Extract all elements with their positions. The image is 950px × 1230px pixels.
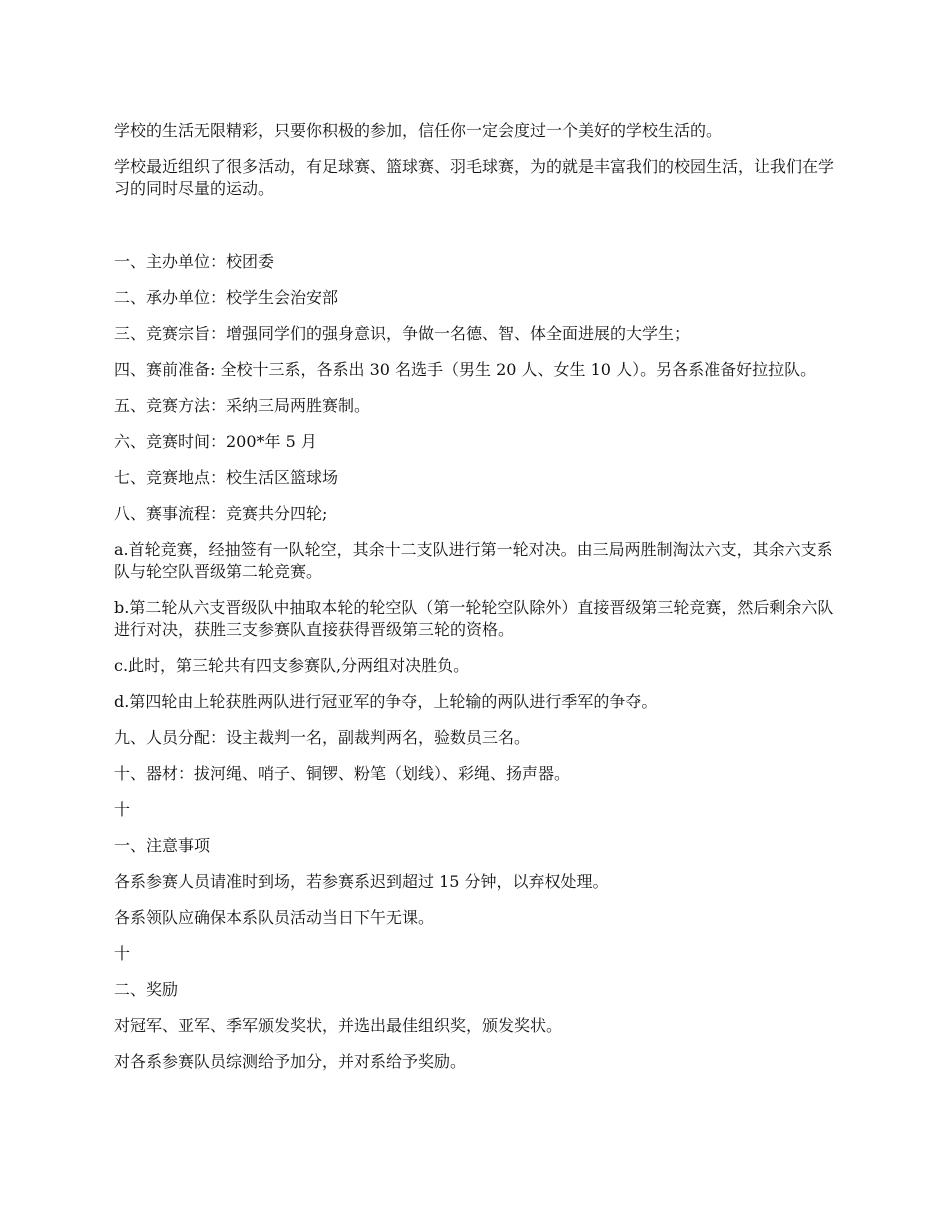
host-line: 二、承办单位：校学生会治安部 bbox=[114, 288, 339, 307]
intro-paragraph-1: 学校的生活无限精彩，只要你积极的参加，信任你一定会度过一个美好的学校生活的。 bbox=[114, 121, 723, 140]
notes-line-1: 各系参赛人员请准时到场，若参赛系迟到超过 15 分钟，以弃权处理。 bbox=[114, 872, 609, 891]
notes-line-2: 各系领队应确保本系队员活动当日下午无课。 bbox=[114, 908, 435, 927]
equipment-line: 十、器材：拔河绳、哨子、铜锣、粉笔（划线）、彩绳、扬声器。 bbox=[114, 764, 571, 783]
intro-paragraph-2: 学校最近组织了很多活动，有足球赛、篮球赛、羽毛球赛，为的就是丰富我们的校园生活，让我们在学习的同时尽量的运动。 bbox=[114, 157, 835, 198]
purpose-line: 三、竞赛宗旨：增强同学们的强身意识，争做一名德、智、体全面进展的大学生； bbox=[114, 324, 691, 343]
awards-line-1: 对冠军、亚军、季军颁发奖状，并选出最佳组织奖，颁发奖状。 bbox=[114, 1016, 563, 1035]
time-line: 六、竞赛时间：200*年 5 月 bbox=[114, 432, 317, 451]
process-item-a: a.首轮竞赛，经抽签有一队轮空，其余十二支队进行第一轮对决。由三局两胜制淘汰六支，其余六支系队与轮空队晋级第二轮竞赛。 bbox=[114, 540, 833, 581]
staff-line: 九、人员分配：设主裁判一名，副裁判两名，验数员三名。 bbox=[114, 728, 531, 747]
process-line: 八、赛事流程：竞赛共分四轮; bbox=[114, 504, 328, 523]
process-item-b: b.第二轮从六支晋级队中抽取本轮的轮空队（第一轮轮空队除外）直接晋级第三轮竞赛，然后剩余六队进行对决，获胜三支参赛队直接获得晋级第三轮的资格。 bbox=[114, 598, 834, 639]
spacer bbox=[114, 214, 840, 251]
organizer-line: 一、主办单位：校团委 bbox=[114, 252, 275, 271]
notes-heading: 一、注意事项 bbox=[114, 836, 211, 855]
method-line: 五、竞赛方法：采纳三局两胜赛制。 bbox=[114, 396, 371, 415]
awards-heading: 二、奖励 bbox=[114, 980, 179, 999]
location-line: 七、竞赛地点：校生活区篮球场 bbox=[114, 468, 339, 487]
awards-line-2: 对各系参赛队员综测给予加分，并对系给予奖励。 bbox=[114, 1052, 467, 1071]
process-item-d: d.第四轮由上轮获胜两队进行冠亚军的争夺，上轮输的两队进行季军的争夺。 bbox=[114, 692, 658, 711]
preparation-line: 四、赛前准备: 全校十三系，各系出 30 名选手（男生 20 人、女生 10 人）。另各系准备好拉拉队。 bbox=[114, 360, 817, 379]
section-number-11: 十 bbox=[114, 800, 131, 819]
section-number-12: 十 bbox=[114, 944, 131, 963]
process-item-c: c.此时，第三轮共有四支参赛队,分两组对决胜负。 bbox=[114, 656, 470, 675]
